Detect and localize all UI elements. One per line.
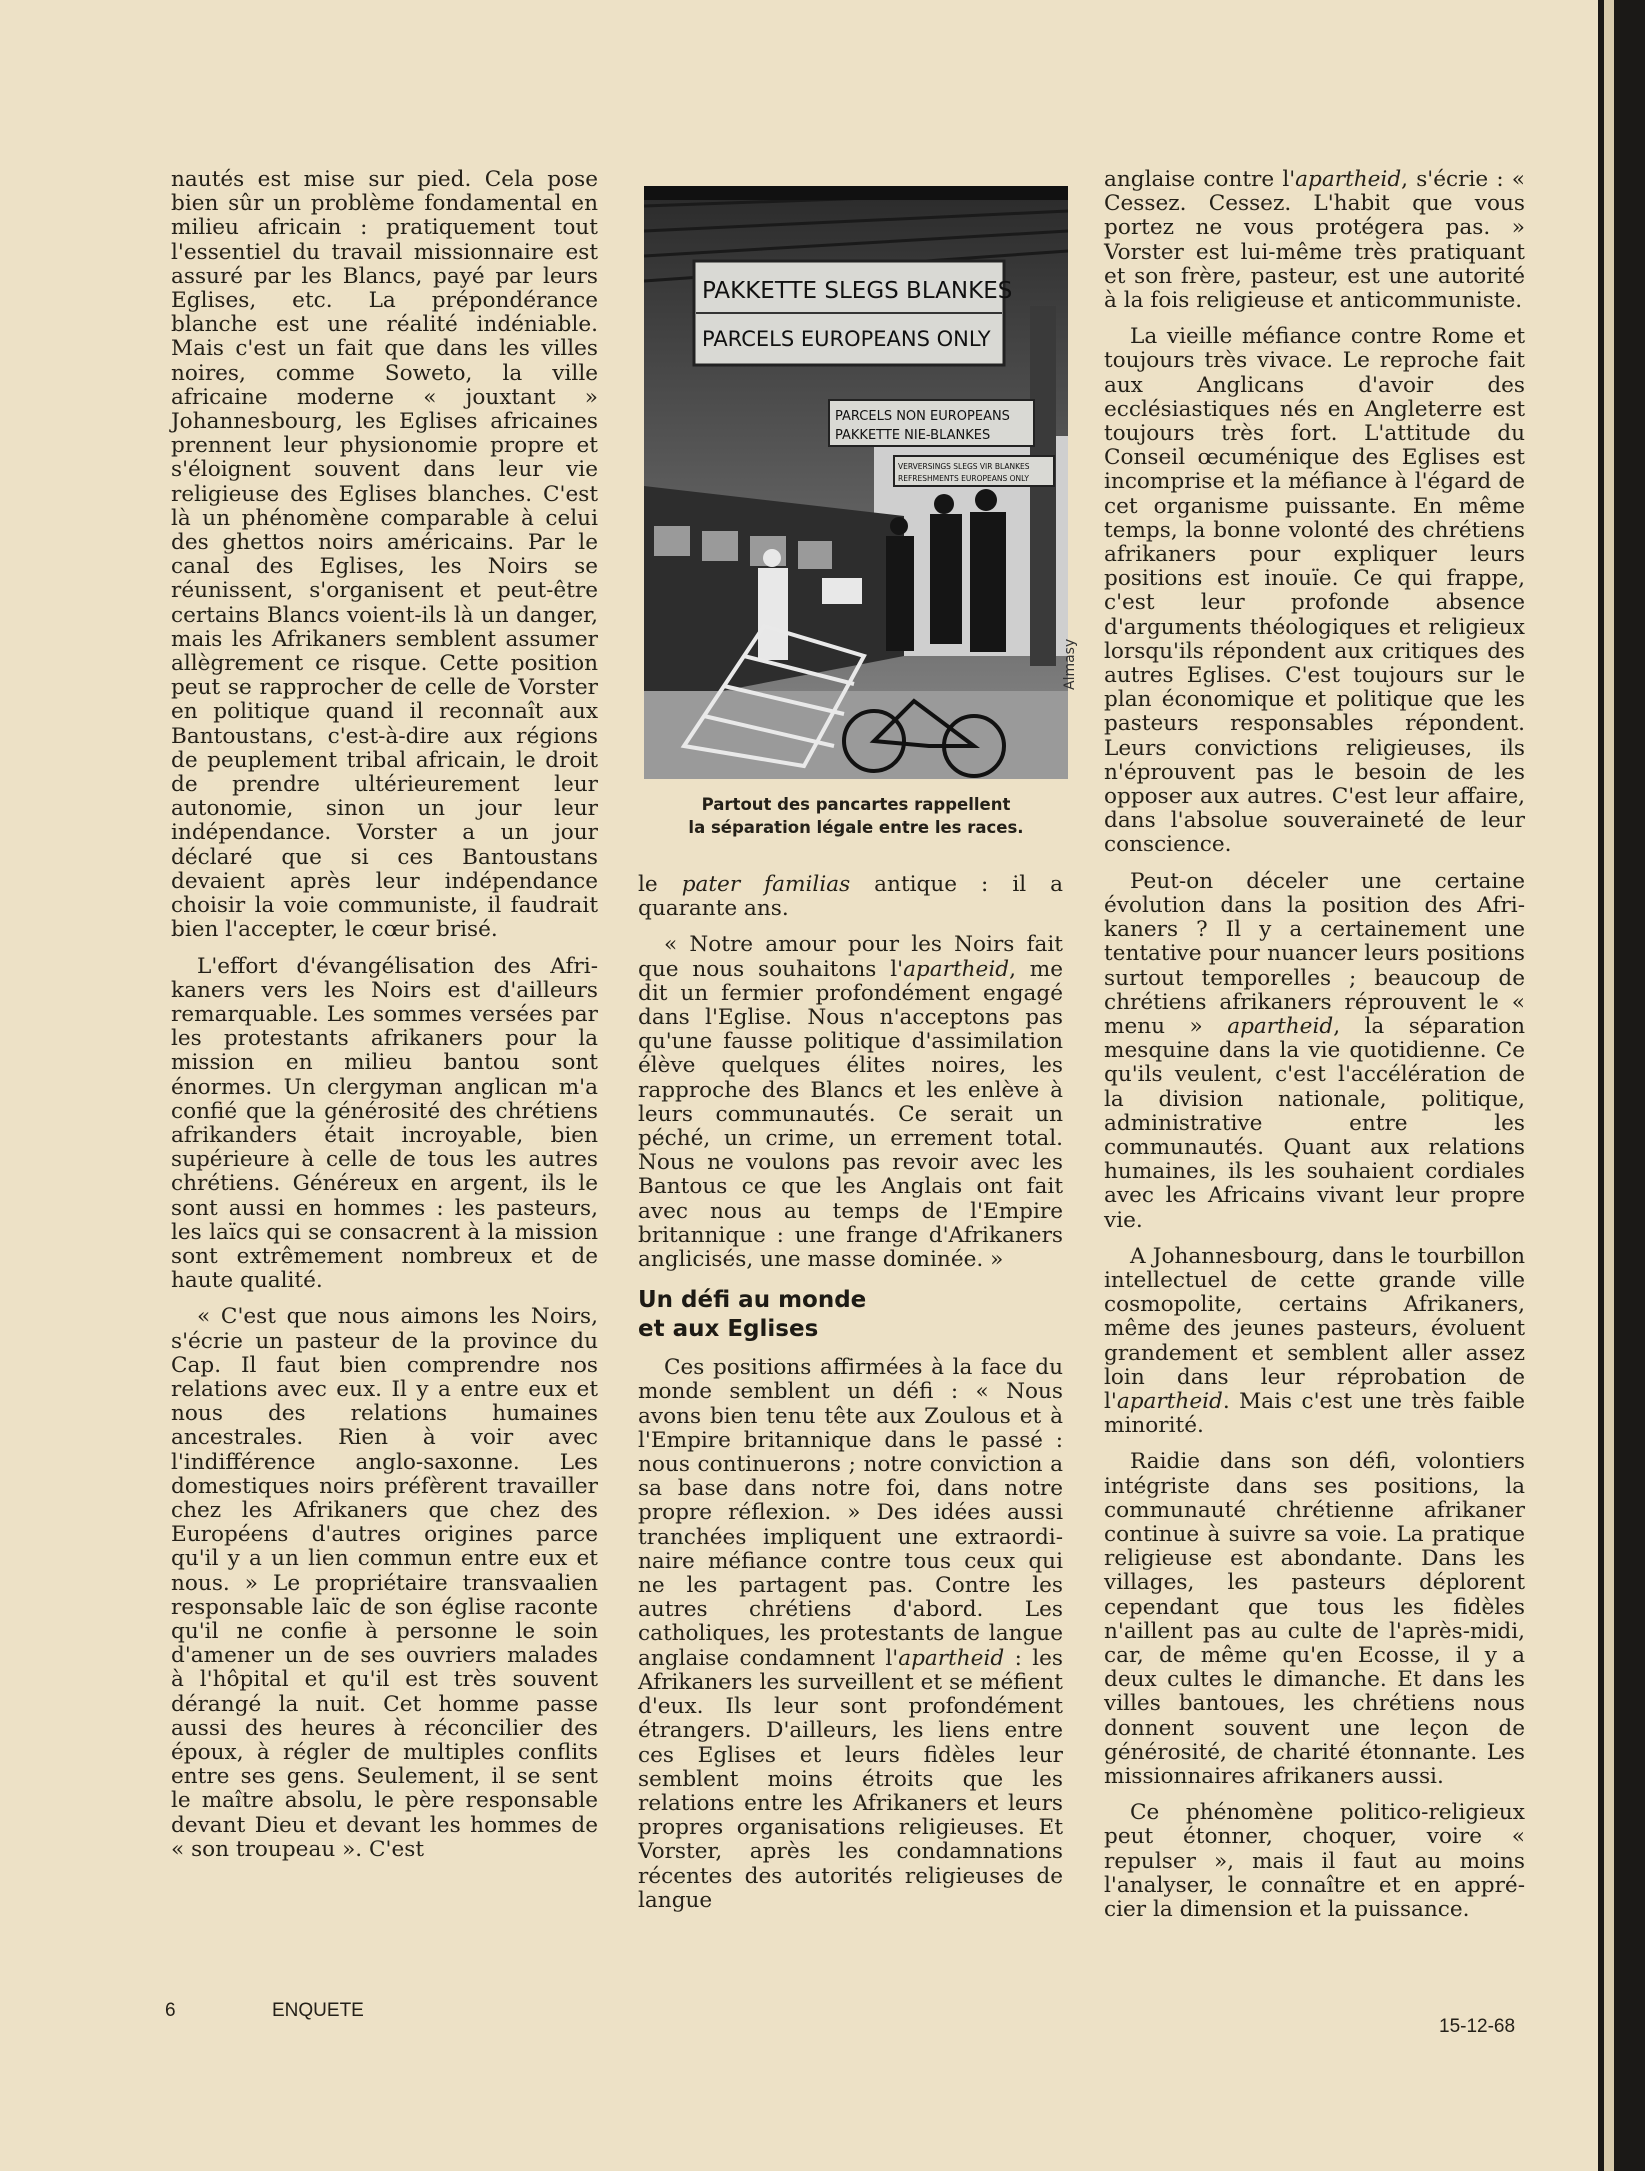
paragraph: [1104, 1245, 1525, 1439]
paragraph: L'effort d'évangélisation des Afrikaners vers les Noirs est d'ailleurs remarquable. Les sommes versées par les protestants afrikaners pour la mission en milieu bantou sont énormes. Un clergyman anglican m'a confié que la générosité des chrétiens afrikanders était incroyable, bien supérieure à celle de tous les autres chrétiens. Généreux en argent, ils le sont aussi en hommes : les pasteurs, les laïcs qui se consacrent à la mission sont extrêmement nombreux et de haute qualité.: [171, 953, 598, 1294]
sign-text: PARCELS NON EUROPEANS: [835, 409, 1010, 424]
italic-text: apartheid: [1295, 167, 1402, 192]
page-number: 6: [165, 2000, 176, 2021]
photo-caption: [644, 793, 1068, 839]
station-photo: [644, 186, 1068, 779]
article-column-1: [171, 168, 598, 1874]
issue-date: 15-12-68: [1439, 2016, 1516, 2037]
paragraph: [638, 933, 1063, 1272]
italic-text: apartheid: [903, 956, 1010, 982]
page-edge-sliver: [1604, 0, 1614, 2171]
italic-text: pater familias: [681, 872, 851, 897]
paragraph: Ce phénomène politico-religieux peut étonner, choquer, voire « repulser », mais il faut au moins l'analyser, le connaître et en apprécier la dimension et la puissance.: [1104, 1800, 1525, 1923]
text: antique : il a quarante ans.: [638, 872, 1064, 922]
paragraph: La vieille méfiance contre Rome et toujours très vivace. Le reproche fait aux Anglicans d'avoir des ecclésiastiques nés en Angleterre est toujours très fort. L'attitude du Conseil œcuménique des Eglises est incomprise et la méfiance à l'égard de cet organisme puissante. En même temps, la bonne volonté des chrétiens afrikaners pour expliquer leurs positions est inouïe. Ce qui frappe, c'est leur profonde absence d'arguments théologiques et religieux lorsqu'ils répondent aux critiques des autres Eglises. C'est toujours sur le plan économique et politique que les pasteurs responsables répondent. Leurs convictions religieuses, ils n'éprouvent pas le besoin de les opposer aux autres. C'est leur affaire, dans l'absolue souveraineté de leur conscience.: [1104, 324, 1525, 858]
sign-text: REFRESHMENTS EUROPEANS ONLY: [898, 474, 1029, 483]
text: , s'écrie : « Cessez. Cessez. L'habit que vous portez ne vous protégera pas. » Vorster est lui-même très pratiquant et son frère, pasteur, est une autorité à la fois religieuse et anticommuniste.: [1104, 167, 1525, 314]
text: le: [638, 872, 682, 897]
sign-text: PAKKETTE NIE-BLANKES: [835, 428, 991, 443]
station-photo-image: [644, 186, 1068, 779]
text: , la séparation mesquine dans la vie quotidienne. Ce qu'ils veulent, c'est l'accélération de la division nationale, politique, administrative entre les communautés. Quant aux relations humaines, ils les souhaient cordiales avec les Africains vivant leur propre vie.: [1104, 1013, 1526, 1233]
magazine-name: ENQUETE: [272, 2000, 364, 2021]
sign-text: PARCELS EUROPEANS ONLY: [702, 327, 991, 351]
paragraph: [1104, 168, 1525, 313]
text: A Johannesbourg, dans le tourbillon intellectuel de cette grande ville cosmopolite, certains Afrikaners, même des jeunes pasteurs, évoluent grandement et semblent aller assez loin dans leur réprobation de l': [1104, 1243, 1525, 1414]
next-page-edge: [1598, 0, 1645, 2171]
subheading-line: Un défi au monde: [638, 1287, 867, 1314]
text: Peut-on déceler une certaine évolution dans la position des Afrikaners ? Il y a certainement une tentative pour nuancer leurs positions surtout temporelles ; beaucoup de chrétiens afrikaners réprouvent le « menu »: [1104, 868, 1525, 1039]
photo-credit: Almasy: [1062, 638, 1078, 690]
text: anglaise contre l': [1104, 167, 1296, 192]
italic-text: apartheid: [898, 1645, 1005, 1671]
text: « Notre amour pour les Noirs fait que nous souhaitons l': [638, 932, 1063, 982]
paragraph: [638, 1356, 1063, 1913]
text: , me dit un fermier profondément engagé dans l'Eglise. Nous n'acceptons pas qu'une fausse politique d'assimilation élève quelques élites noires, les rapproche des Blancs et les enlève à leurs communautés. Ce serait un péché, un crime, un errement total. Nous ne voulons pas revoir avec les Bantous ce que les Anglais ont fait avec nous au temps de l'Empire britannique : une frange d'Afrikaners anglicisés, une masse dominée. »: [638, 956, 1064, 1273]
paragraph: [638, 873, 1063, 921]
sign-text: PAKKETTE SLEGS BLANKES: [702, 278, 1013, 304]
paragraph: Raidie dans son défi, volontiers intégriste dans ses positions, la communauté chrétienne afrikaner continue à suivre sa voie. La pratique religieuse est abondante. Dans les villages, les pasteurs déplorent cependant que tous les fidèles n'aillent pas au culte de l'après-midi, car, de même qu'en Ecosse, il y a deux cultes le dimanche. Et dans les villes bantoues, les chrétiens nous donnent souvent une leçon de générosité, de charité étonnante. Les missionnaires afrikaners aussi.: [1104, 1449, 1525, 1789]
section-subheading: [638, 1286, 1063, 1344]
italic-text: apartheid: [1116, 1388, 1223, 1414]
caption-line: la séparation légale entre les races.: [688, 818, 1024, 837]
paragraph: [1104, 870, 1525, 1233]
sign-text: VERVERSINGS SLEGS VIR BLANKES: [898, 462, 1030, 471]
text: : les Afrikaners les surveillent et se méfient d'eux. Ils leur sont profondément étrangers. D'ailleurs, les liens entre ces Eglises et leurs fidèles leur semblent moins étroits que les relations entre les Afrikaners et leurs propres organisations religieuses. Et Vorster, après les condamnations récentes des autorités religieuses de langue: [638, 1645, 1063, 1913]
article-column-3: [1104, 168, 1525, 1934]
text: Ces positions affirmées à la face du monde semblent un défi : « Nous avons bien tenu tête aux Zoulous et à l'Empire britannique dans le passé : nous continuerons ; notre conviction a sa base dans notre foi, dans notre propre réflexion. » Des idées aussi tranchées impliquent une extraordinaire méfiance contre tous ceux qui ne les partagent pas. Contre les autres chrétiens d'abord. Les catholiques, les protestants de langue anglaise condamnent l': [638, 1355, 1063, 1671]
italic-text: apartheid: [1227, 1013, 1334, 1039]
article-column-2: [638, 873, 1063, 1925]
paragraph: « C'est que nous aimons les Noirs, s'écrie un pasteur de la province du Cap. Il faut bien comprendre nos relations avec eux. Il y a entre eux et nous des relations humaines ancestrales. Rien à voir avec l'indifférence anglo-saxonne. Les domestiques noirs préfèrent travailler chez les Afrikaners que chez des Européens d'autres origines parce qu'il y a un lien commun entre eux et nous. » Le propriétaire transvaalien responsable laïc de son église raconte qu'il ne confie à personne le soin d'amener un de ses ouvriers malades à l'hôpital et qu'il est très souvent dérangé la nuit. Cet homme passe aussi des heures à réconcilier des époux, à régler de multiples conflits entre ses gens. Seulement, il se sent le maître absolu, le père responsable devant Dieu et devant les hommes de « son troupeau ». C'est: [171, 1304, 598, 1862]
caption-line: Partout des pancartes rappellent: [701, 795, 1011, 814]
text: . Mais c'est une très faible minorité.: [1104, 1388, 1525, 1439]
paragraph: nautés est mise sur pied. Cela pose bien sûr un problème fondamental en milieu africain : pratiquement tout l'essentiel du travail missionnaire est assuré par les Blancs, payé par leurs Eglises, etc. La prépondérance blanche est une réalité indéniable. Mais c'est un fait que dans les villes noires, comme Soweto, la ville africaine moderne « jouxtant » Johannesbourg, les Eglises africaines prennent leur physionomie propre et s'éloignent souvent dans leur vie religieuse des Eglises blanches. C'est là un phénomène comparable à celui des ghettos noirs américains. Par le canal des Eglises, les Noirs se réunissent, s'organisent et peut-être certains Blancs voient-ils là un danger, mais les Afrikaners semblent assumer allègrement ce risque. Cette position peut se rapprocher de celle de Vorster en politique quand il reconnaît aux Bantoustans, c'est-à-dire aux régions de peuplement tribal africain, le droit de prendre ultérieurement leur autonomie, sinon un jour leur indépendance. Vorster a un jour déclaré que si ces Bantoustans devaient après leur indépendance choisir la voie communiste, il faudrait bien l'accepter, le cœur brisé.: [171, 167, 598, 943]
subheading-line: et aux Eglises: [638, 1316, 819, 1343]
